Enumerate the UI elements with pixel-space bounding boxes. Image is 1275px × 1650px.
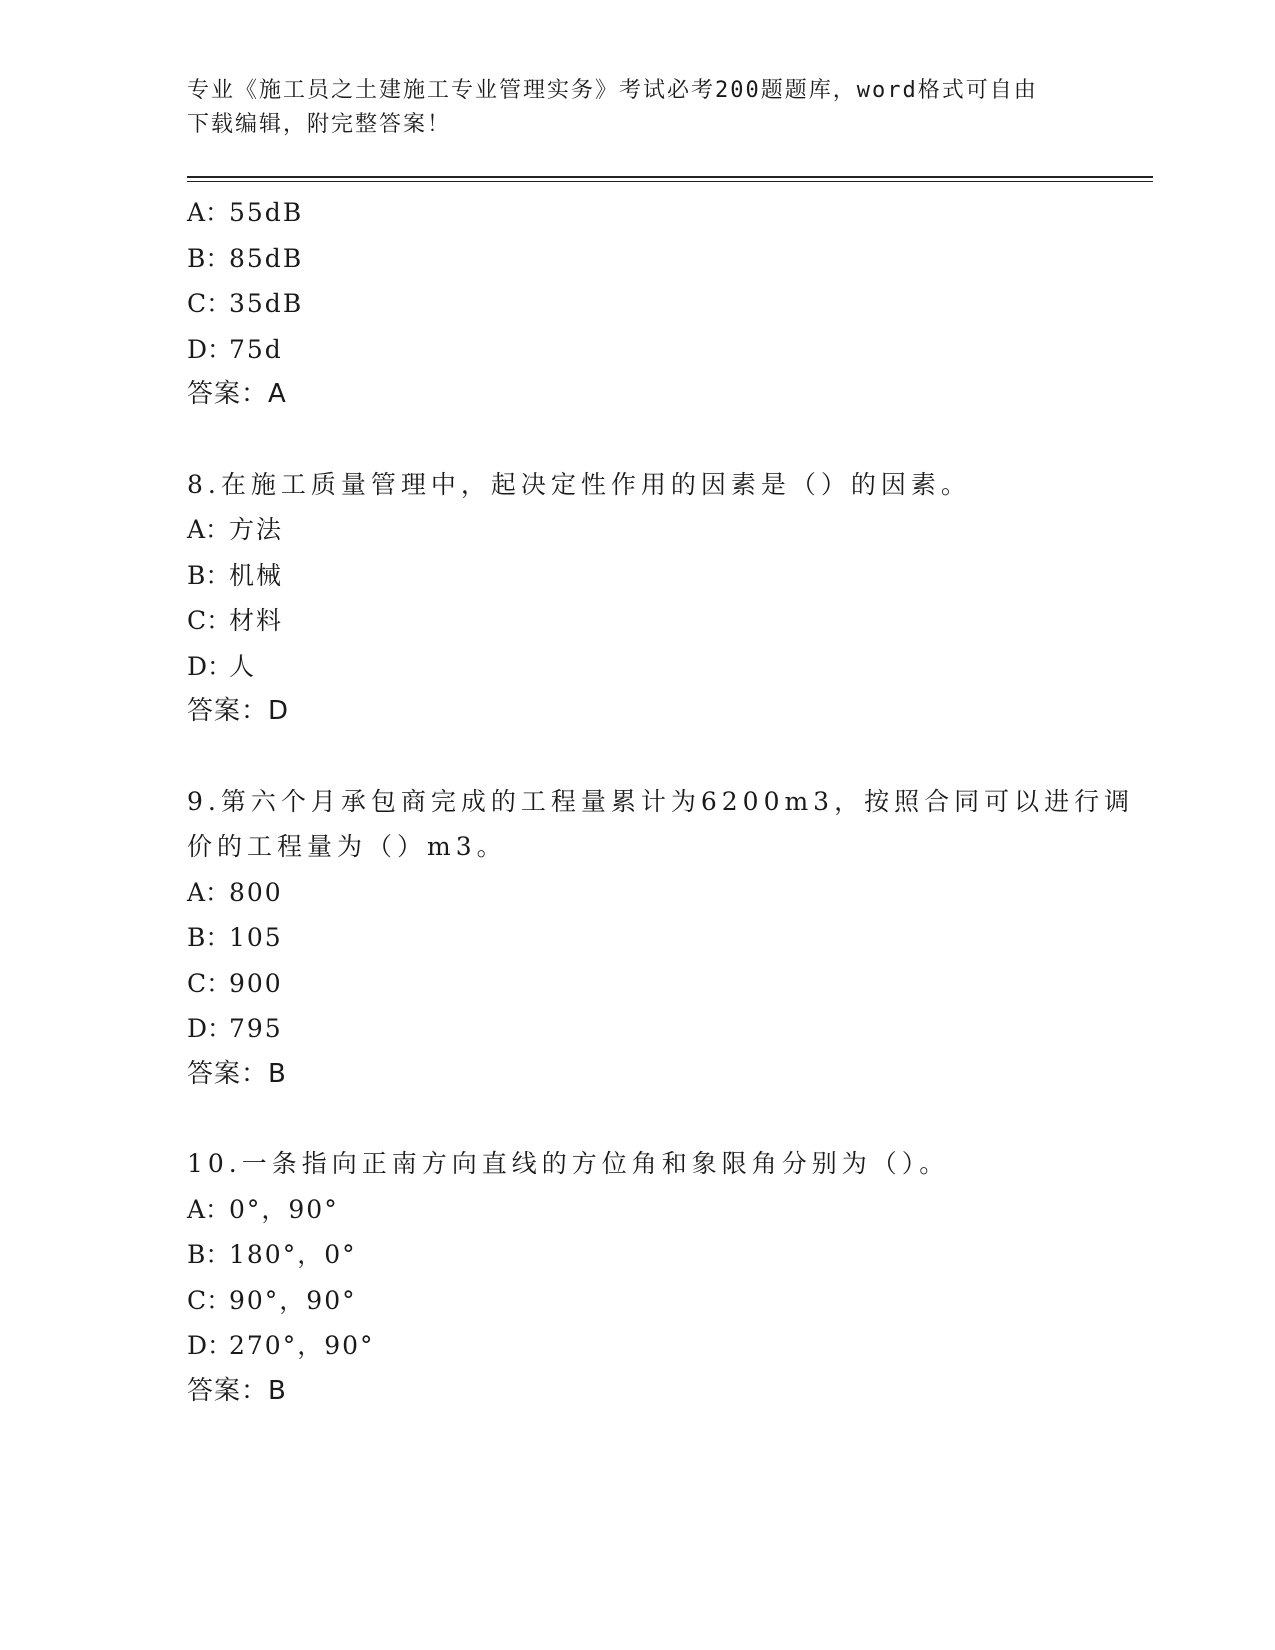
- question-block-7: [187, 190, 1087, 418]
- question-text: 8.在施工质量管理中，起决定性作用的因素是（）的因素。: [187, 469, 971, 499]
- option-text: 35dB: [229, 289, 304, 318]
- option-text: 85dB: [229, 243, 304, 273]
- option-label: B：: [187, 243, 231, 273]
- option-text: 方法: [229, 515, 284, 544]
- option-label: C：: [187, 606, 232, 635]
- option-text: 105: [229, 923, 283, 952]
- option-label: D：: [187, 651, 233, 681]
- option-label: C：: [187, 1285, 232, 1315]
- option-text: 270°，90°: [229, 1331, 375, 1360]
- option-label: B：: [187, 923, 231, 952]
- option-a: [187, 190, 1087, 236]
- question-list: [187, 190, 1135, 1414]
- option-label: C：: [187, 289, 232, 318]
- question-text-line-2: 价的工程量为（）m3。: [187, 832, 507, 861]
- option-label: D：: [187, 1014, 233, 1043]
- option-text: 90°，90°: [229, 1285, 357, 1315]
- option-b: [187, 1232, 1087, 1278]
- option-c: [187, 1278, 1087, 1324]
- option-label: B：: [187, 560, 231, 590]
- option-d: [187, 1323, 1087, 1369]
- option-c: [187, 281, 1087, 327]
- option-text: 795: [229, 1014, 283, 1043]
- option-text: 机械: [229, 560, 284, 590]
- answer-line: 答案：D: [187, 696, 290, 726]
- header-divider-thin: [187, 181, 1153, 182]
- option-a: [187, 507, 1087, 553]
- option-c: [187, 598, 1087, 644]
- header-divider-thick: [187, 176, 1153, 178]
- document-header: [187, 74, 1067, 142]
- option-label: A：: [187, 515, 231, 544]
- header-title-line-2: 下载编辑，附完整答案！: [187, 112, 452, 137]
- option-c: [187, 961, 1087, 1007]
- option-label: A：: [187, 877, 231, 907]
- option-a: [187, 870, 1087, 916]
- answer-line: 答案：B: [187, 1375, 287, 1406]
- option-text: 0°，90°: [229, 1194, 339, 1224]
- question-block-10: [187, 1141, 1087, 1414]
- option-text: 75d: [229, 334, 283, 364]
- answer-line: 答案：A: [187, 379, 287, 409]
- option-label: B：: [187, 1240, 231, 1269]
- option-text: 55dB: [229, 198, 304, 227]
- option-b: [187, 553, 1087, 599]
- header-title-line-1: 专业《施工员之土建施工专业管理实务》考试必考200题题库，word格式可自由: [187, 78, 1038, 103]
- option-d: [187, 1006, 1087, 1052]
- question-text-line-1: 9.第六个月承包商完成的工程量累计为6200m3，按照合同可以进行调: [187, 786, 1135, 816]
- option-d: [187, 327, 1087, 373]
- option-text: 人: [229, 651, 257, 681]
- option-label: D：: [187, 1331, 233, 1360]
- question-block-9: [187, 779, 1135, 1098]
- option-text: 材料: [229, 606, 284, 635]
- option-label: A：: [187, 198, 231, 227]
- option-label: C：: [187, 968, 232, 998]
- option-b: [187, 236, 1087, 282]
- option-label: D：: [187, 334, 233, 364]
- option-a: [187, 1187, 1087, 1233]
- answer-line: 答案：B: [187, 1058, 287, 1089]
- option-text: 800: [229, 877, 283, 907]
- option-text: 900: [229, 968, 283, 998]
- question-block-8: [187, 462, 1087, 735]
- option-text: 180°，0°: [229, 1240, 357, 1269]
- option-label: A：: [187, 1194, 231, 1224]
- option-b: [187, 915, 1087, 961]
- question-text: 10.一条指向正南方向直线的方位角和象限角分别为（）。: [187, 1149, 950, 1178]
- option-d: [187, 644, 1087, 690]
